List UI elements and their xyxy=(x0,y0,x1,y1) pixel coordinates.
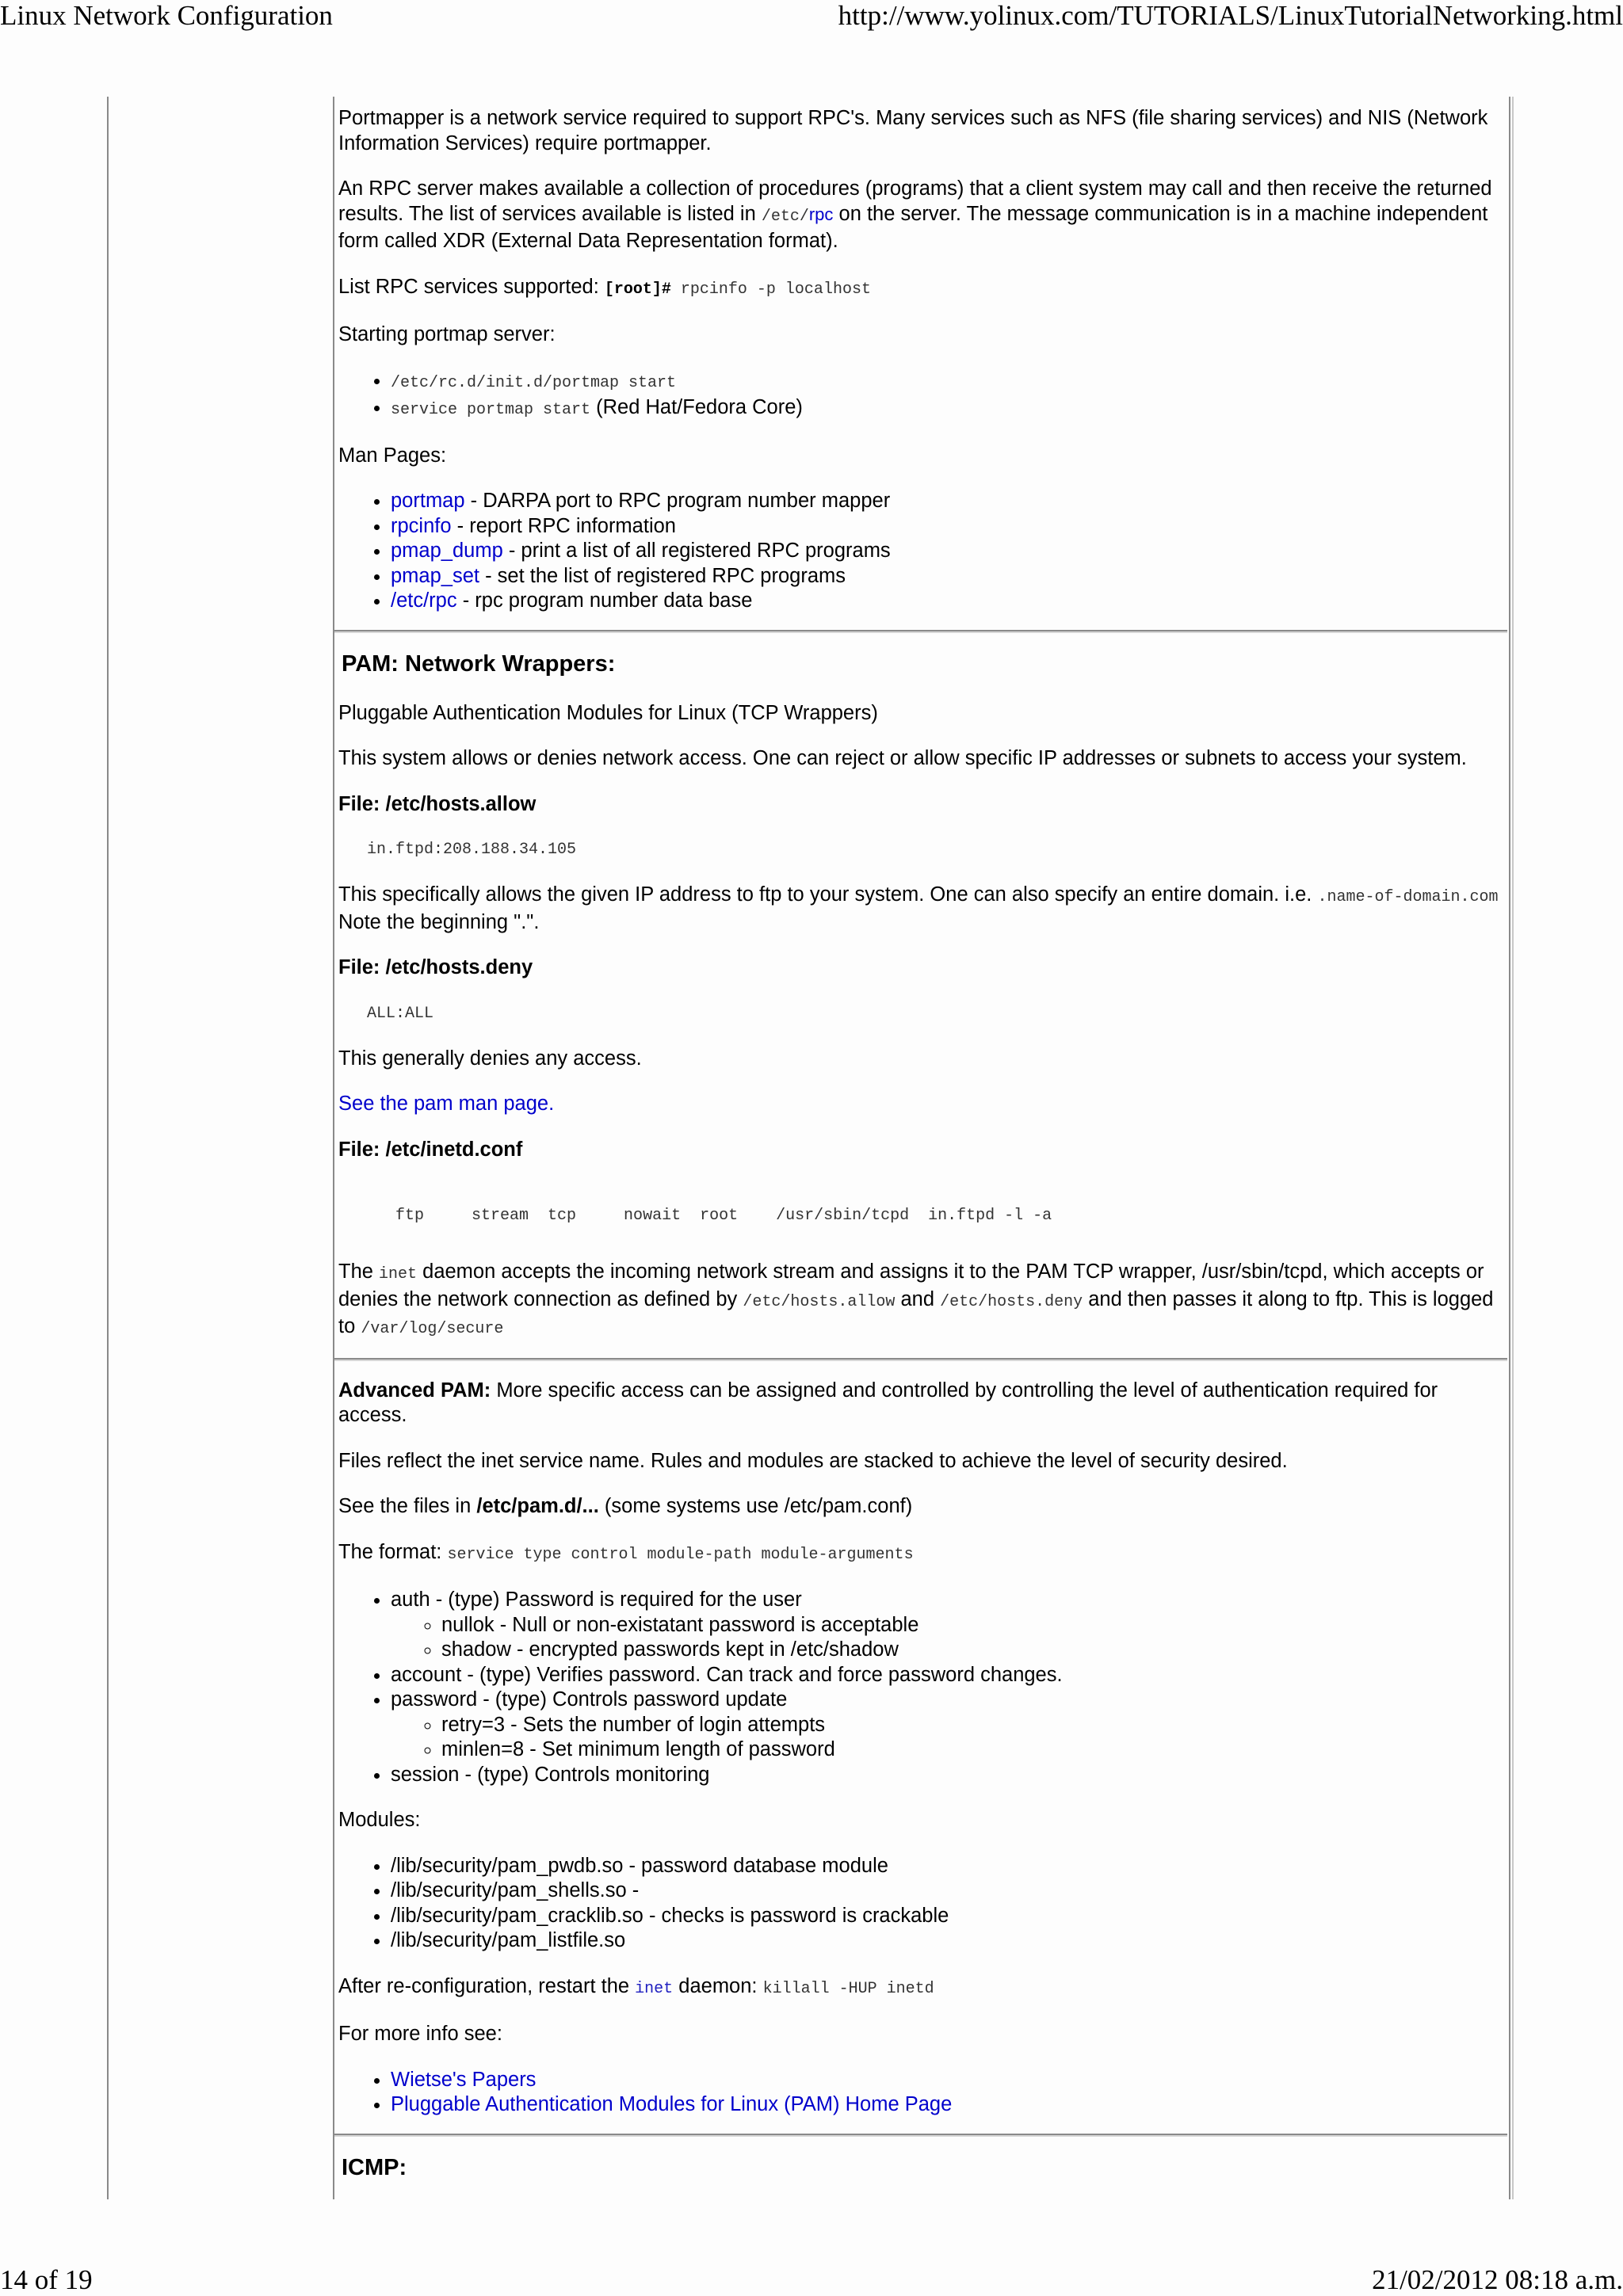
hosts-deny-code: ALL:ALL xyxy=(338,1004,434,1023)
list-item: • pmap_dump - print a list of all registered RPC programs xyxy=(391,539,1503,564)
inetd-conf-code: ftp stream tcp nowait root /usr/sbin/tcpd in.ftpd -l -a xyxy=(338,1207,1052,1225)
section-divider xyxy=(334,2134,1507,2137)
hosts-allow-code: in.ftpd:208.188.34.105 xyxy=(338,841,577,859)
starting-label: Starting portmap server: xyxy=(338,323,556,345)
rpc-description: An RPC server makes available a collection of procedures (programs) that a client system may call and then receive the returned results. The list of services available is listed in /etc/rpc on the server. The message communication is in a machine independent form called XDR (External Data Representation format). xyxy=(338,177,1492,252)
main-content xyxy=(338,106,1503,2205)
man-link-pmap-set[interactable]: pmap_set xyxy=(391,564,479,587)
content-left-border xyxy=(333,97,334,2199)
rpc-list-command: List RPC services supported: [root]# rpcinfo -p localhost xyxy=(338,275,871,299)
hosts-allow-description: This specifically allows the given IP address to ftp to your system. One can also specify an entire domain. i.e. .name-of-domain.com Note the beginning ".". xyxy=(338,883,1499,933)
man-link-portmap[interactable]: portmap xyxy=(391,490,465,512)
pam-heading: PAM: Network Wrappers: xyxy=(342,650,616,677)
list-item: ◦ shadow - encrypted passwords kept in /etc/shadow xyxy=(441,1638,1503,1663)
wietse-papers-link[interactable]: Wietse's Papers xyxy=(391,2068,537,2091)
list-item: • service portmap start (Red Hat/Fedora Core) xyxy=(391,395,1503,423)
left-border xyxy=(107,97,109,2199)
list-item xyxy=(391,2068,1503,2093)
modules-list xyxy=(338,1854,1503,1954)
pam-man-page-link[interactable]: See the pam man page. xyxy=(338,1093,555,1115)
list-item: • rpcinfo - report RPC information xyxy=(391,514,1503,540)
pam-description: This system allows or denies network access. One can reject or allow specific IP addresses or subnets to access your system. xyxy=(338,747,1467,769)
pam-man-page-paragraph xyxy=(338,1092,1503,1117)
portmapper-intro: Portmapper is a network service required to support RPC's. Many services such as NFS (file sharing services) and NIS (Network Information Services) require portmapper. xyxy=(338,107,1488,154)
man-link-rpcinfo[interactable]: rpcinfo xyxy=(391,514,452,537)
list-item: • /etc/rc.d/init.d/portmap start xyxy=(391,368,1503,396)
page-url: http://www.yolinux.com/TUTORIALS/LinuxTutorialNetworking.html xyxy=(838,0,1623,31)
see-files-paragraph: See the files in /etc/pam.d/... (some systems use /etc/pam.conf) xyxy=(338,1495,913,1517)
list-item: ◦ minlen=8 - Set minimum length of password xyxy=(441,1737,1503,1763)
man-pages-label: Man Pages: xyxy=(338,444,447,467)
icmp-heading: ICMP: xyxy=(342,2154,407,2180)
man-link-etc-rpc[interactable]: /etc/rpc xyxy=(391,589,457,612)
list-item: • /lib/security/pam_listfile.so xyxy=(391,1928,1503,1954)
content-right-border-shadow xyxy=(1512,97,1514,2199)
list-item: • password - (type) Controls password update ◦ retry=3 - Sets the number of login attempts ◦ minlen=8 - Set minimum length of password xyxy=(391,1688,1503,1763)
more-info-label: For more info see: xyxy=(338,2023,502,2045)
list-item: • portmap - DARPA port to RPC program number mapper xyxy=(391,489,1503,514)
section-divider xyxy=(334,1358,1507,1361)
man-pages-list xyxy=(338,489,1503,614)
list-item: ◦ nullok - Null or non-existatant password is acceptable xyxy=(441,1613,1503,1638)
start-commands-list xyxy=(338,368,1503,423)
sub-list xyxy=(391,1613,1503,1663)
list-item: • session - (type) Controls monitoring xyxy=(391,1763,1503,1788)
pam-subtitle: Pluggable Authentication Modules for Linux (TCP Wrappers) xyxy=(338,701,878,724)
page-title: Linux Network Configuration xyxy=(0,0,333,31)
print-datetime: 21/02/2012 08:18 a.m. xyxy=(1372,2264,1623,2295)
content-right-border xyxy=(1509,97,1510,2199)
more-info-links xyxy=(338,2068,1503,2118)
hosts-deny-description: This generally denies any access. xyxy=(338,1047,642,1070)
format-paragraph: The format: service type control module-path module-arguments xyxy=(338,1540,914,1564)
list-item: • account - (type) Verifies password. Can track and force password changes. xyxy=(391,1663,1503,1688)
list-item: • pmap_set - set the list of registered RPC programs xyxy=(391,564,1503,589)
list-item: • /lib/security/pam_cracklib.so - checks is password is crackable xyxy=(391,1904,1503,1929)
advanced-pam-paragraph: Advanced PAM: More specific access can be assigned and controlled by controlling the level of authentication required for access. xyxy=(338,1379,1438,1426)
inetd-description: The inet daemon accepts the incoming network stream and assigns it to the PAM TCP wrapper, /usr/sbin/tcpd, which accepts or denies the network connection as defined by /etc/hosts.allow and /etc/hosts.deny and then passes it along to ftp. This is logged to /var/log/secure xyxy=(338,1261,1494,1338)
hosts-deny-label: File: /etc/hosts.deny xyxy=(338,956,533,978)
section-divider xyxy=(334,630,1507,633)
list-item: • /lib/security/pam_shells.so - xyxy=(391,1878,1503,1904)
man-link-pmap-dump[interactable]: pmap_dump xyxy=(391,540,503,562)
rpc-file-link[interactable]: rpc xyxy=(808,204,834,224)
page-number: 14 of 19 xyxy=(0,2264,93,2295)
list-item: • /etc/rpc - rpc program number data base xyxy=(391,589,1503,614)
sub-list xyxy=(391,1713,1503,1763)
pam-types-list xyxy=(338,1588,1503,1787)
inetd-conf-label: File: /etc/inetd.conf xyxy=(338,1138,523,1161)
list-item: • auth - (type) Password is required for the user ◦ nullok - Null or non-existatant password is acceptable ◦ shadow - encrypted passwords kept in /etc/shadow xyxy=(391,1588,1503,1663)
list-item xyxy=(391,2092,1503,2118)
modules-label: Modules: xyxy=(338,1809,421,1831)
pam-home-page-link[interactable]: Pluggable Authentication Modules for Linux (PAM) Home Page xyxy=(391,2093,953,2115)
hosts-allow-label: File: /etc/hosts.allow xyxy=(338,792,537,815)
list-item: • /lib/security/pam_pwdb.so - password database module xyxy=(391,1854,1503,1879)
list-item: ◦ retry=3 - Sets the number of login attempts xyxy=(441,1713,1503,1738)
files-reflect-paragraph: Files reflect the inet service name. Rules and modules are stacked to achieve the level of security desired. xyxy=(338,1449,1288,1472)
restart-paragraph: After re-configuration, restart the inet daemon: killall -HUP inetd xyxy=(338,1974,934,1998)
